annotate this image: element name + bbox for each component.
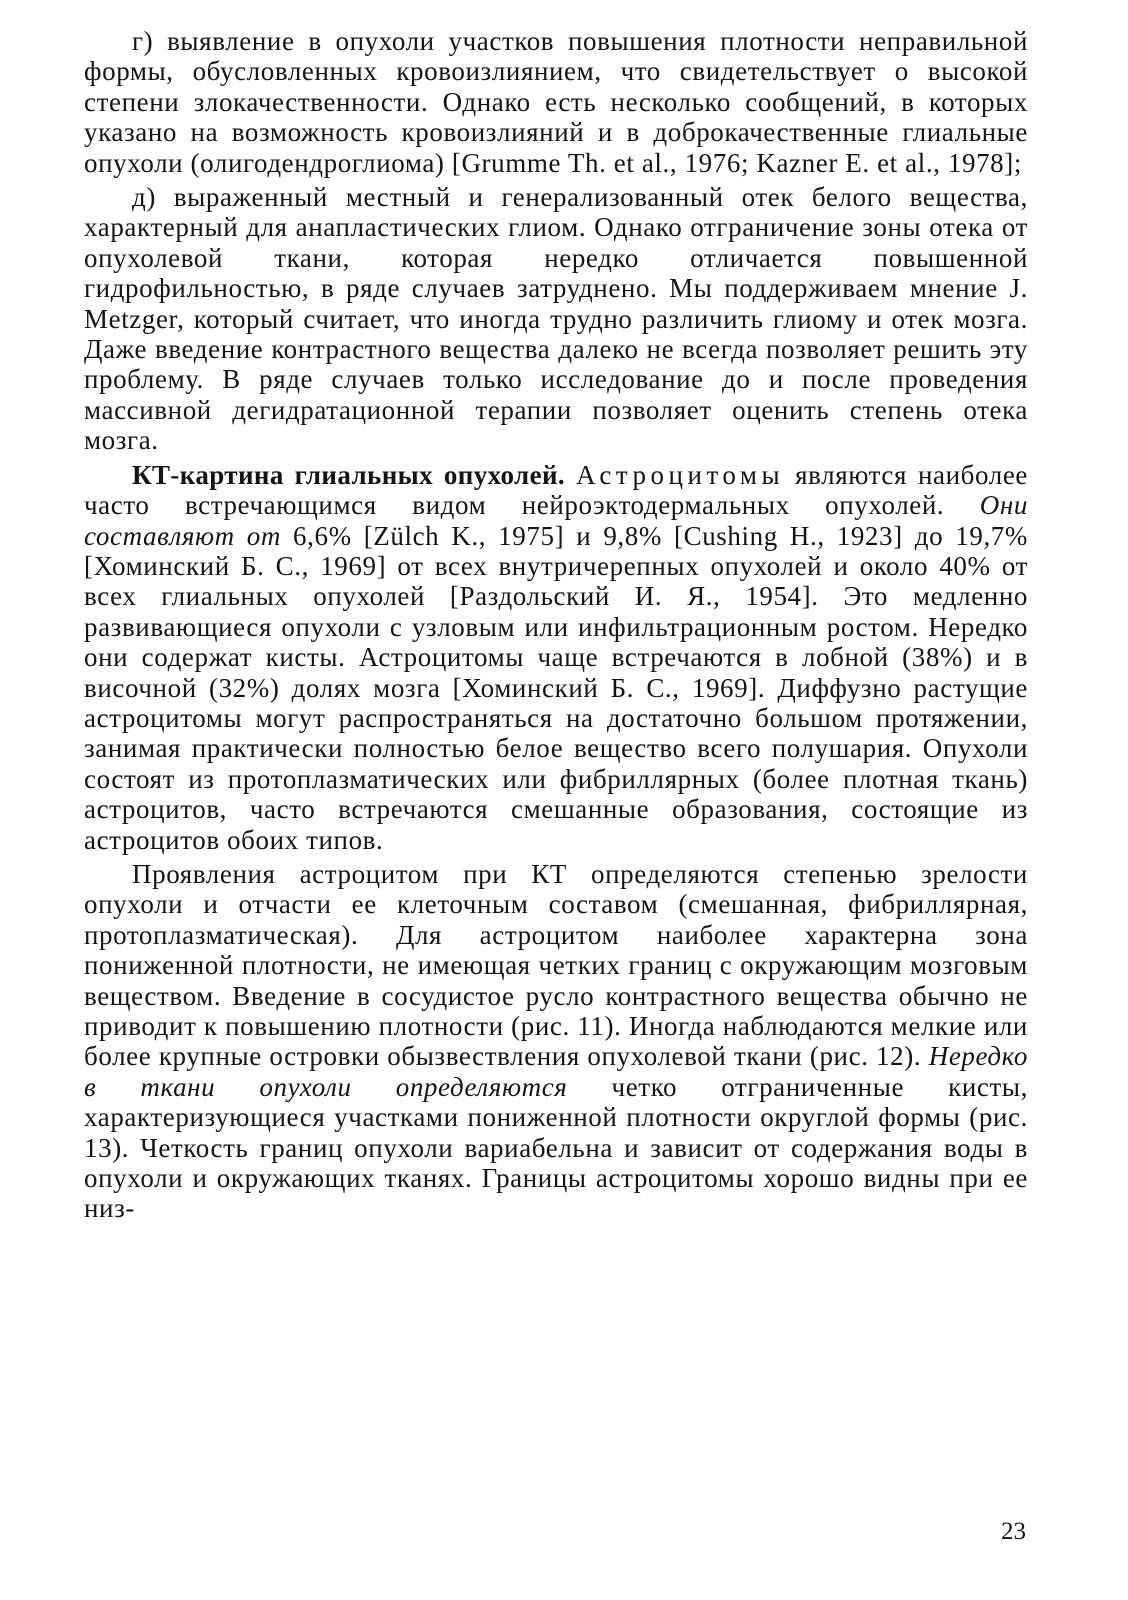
- paragraph-2-rest: четко отграниченные кисты, характеризующиеся участками пониженной плотности округлой формы (рис. 13). Четкость границ опухоли вариабельна и зависит от содержания воды в опухоли и окружающих тканях. Границы астроцитомы хорошо видны при ее низ-: [84, 1071, 1028, 1224]
- paragraph-2-lead: Проявления астроцитом при КТ определяются степенью зрелости опухоли и отчасти ее клеточным составом (смешанная, фибриллярная, протоплазматическая). Для астроцитом наиболее характерна зона пониженной плотности, не имеющая четких границ с окружающим мозговым веществом. Введение в сосудистое русло контрастного вещества обычно не приводит к повышению плотности (рис. 11). Иногда наблюдаются мелкие или более крупные островки обызвествления опухолевой ткани (рис. 12).: [84, 858, 1028, 1072]
- section-paragraph-astrocytomas: [84, 460, 1028, 855]
- section-heading: КТ-картина глиальных опухолей.: [132, 459, 566, 490]
- list-item-d-text: д) выраженный местный и генерализованный отек белого вещества, характерный для анапластических глиом. Однако отграничение зоны отека от опухолевой ткани, которая нередко отличается повышенной гидрофильностью, в ряде случаев затруднено. Мы поддерживаем мнение J. Metzger, который считает, что иногда трудно различить глиому и отек мозга. Даже введение контрастного вещества далеко не всегда позволяет решить эту проблему. В ряде случаев только исследование до и после проведения массивной дегидратационной терапии позволяет оценить степень отека мозга.: [84, 182, 1028, 456]
- list-item-g: [84, 26, 1028, 178]
- term-astrocytomas: Астроцитомы: [576, 459, 785, 490]
- section-paragraph-ct-findings: [84, 859, 1028, 1224]
- page-number: 23: [1001, 1518, 1026, 1545]
- paragraph-1-italic: Они составляют от: [84, 490, 1028, 551]
- paragraph-2-italic: Нередко в ткани опухоли определяются: [84, 1041, 1028, 1102]
- page-body: [84, 26, 1028, 1224]
- list-item-d: [84, 182, 1028, 456]
- list-item-g-text: г) выявление в опухоли участков повышения плотности неправильной формы, обусловленных кровоизлиянием, что свидетельствует о высокой степени злокачественности. Однако есть несколько сообщений, в которых указано на возможность кровоизлияний и в доброкачественные глиальные опухоли (олигодендроглиома) [Grumme Th. et al., 1976; Kazner E. et al., 1978];: [84, 26, 1028, 178]
- paragraph-1-lead: являются наиболее часто встречающимся видом нейроэктодермальных опухолей.: [84, 459, 1028, 521]
- paragraph-1-rest: 6,6% [Zülch K., 1975] и 9,8% [Cushing H., 1923] до 19,7% [Хоминский Б. С., 1969] от всех внутричерепных опухолей и около 40% от всех глиальных опухолей [Раздольский И. Я., 1954]. Это медленно развивающиеся опухоли с узловым или инфильтрационным ростом. Нередко они содержат кисты. Астроцитомы чаще встречаются в лобной (38%) и в височной (32%) долях мозга [Хоминский Б. С., 1969]. Диффузно растущие астроцитомы могут распространяться на достаточно большом протяжении, занимая практически полностью белое вещество всего полушария. Опухоли состоят из протоплазматических или фибриллярных (более плотная ткань) астроцитов, часто встречаются смешанные образования, состоящие из астроцитов обоих типов.: [84, 520, 1028, 855]
